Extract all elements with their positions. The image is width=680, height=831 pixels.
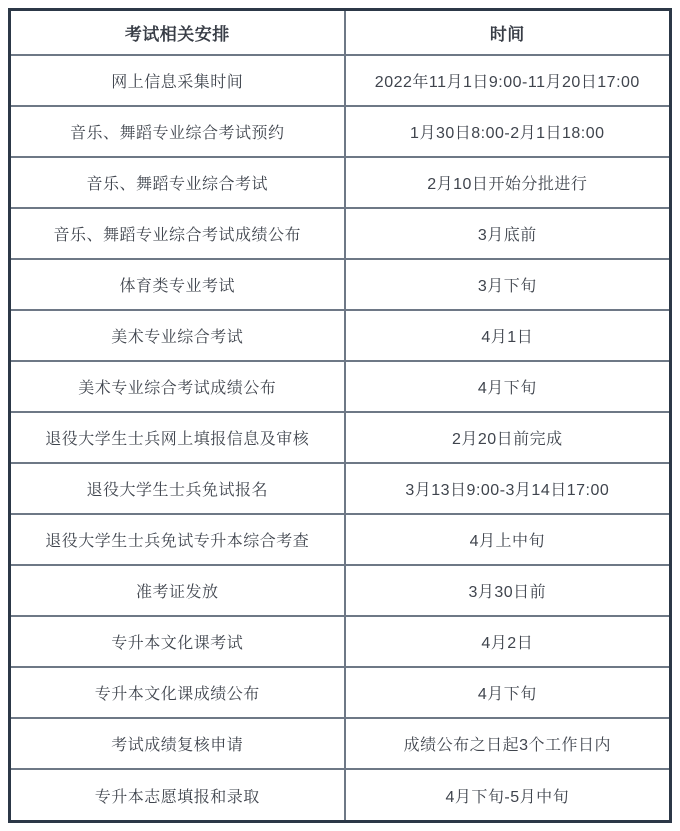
arrangement-cell: 美术专业综合考试 (10, 310, 345, 361)
arrangement-cell: 退役大学生士兵免试报名 (10, 463, 345, 514)
table-row (10, 310, 671, 361)
time-cell: 3月30日前 (345, 565, 671, 616)
arrangement-cell: 专升本文化课成绩公布 (10, 667, 345, 718)
arrangement-cell: 网上信息采集时间 (10, 55, 345, 106)
time-cell: 4月下旬-5月中旬 (345, 769, 671, 821)
arrangement-cell: 音乐、舞蹈专业综合考试预约 (10, 106, 345, 157)
table-row (10, 157, 671, 208)
exam-schedule-table-wrap (8, 8, 672, 823)
table-body (10, 55, 671, 822)
arrangement-cell: 美术专业综合考试成绩公布 (10, 361, 345, 412)
time-cell: 2月20日前完成 (345, 412, 671, 463)
time-cell: 1月30日8:00-2月1日18:00 (345, 106, 671, 157)
arrangement-cell: 体育类专业考试 (10, 259, 345, 310)
time-cell: 4月上中旬 (345, 514, 671, 565)
arrangement-cell: 音乐、舞蹈专业综合考试 (10, 157, 345, 208)
arrangement-cell: 退役大学生士兵免试专升本综合考查 (10, 514, 345, 565)
table-row (10, 208, 671, 259)
table-row (10, 565, 671, 616)
exam-schedule-table (8, 8, 672, 823)
table-row (10, 412, 671, 463)
arrangement-cell: 专升本文化课考试 (10, 616, 345, 667)
time-cell: 4月2日 (345, 616, 671, 667)
arrangement-cell: 专升本志愿填报和录取 (10, 769, 345, 821)
column-header-arrangement: 考试相关安排 (10, 10, 345, 55)
column-header-time: 时间 (345, 10, 671, 55)
table-row (10, 769, 671, 821)
time-cell: 4月1日 (345, 310, 671, 361)
table-row (10, 718, 671, 769)
time-cell: 3月底前 (345, 208, 671, 259)
table-row (10, 55, 671, 106)
time-cell: 3月13日9:00-3月14日17:00 (345, 463, 671, 514)
arrangement-cell: 退役大学生士兵网上填报信息及审核 (10, 412, 345, 463)
header-row (10, 10, 671, 55)
time-cell: 3月下旬 (345, 259, 671, 310)
table-row (10, 106, 671, 157)
time-cell: 2022年11月1日9:00-11月20日17:00 (345, 55, 671, 106)
arrangement-cell: 考试成绩复核申请 (10, 718, 345, 769)
time-cell: 2月10日开始分批进行 (345, 157, 671, 208)
arrangement-cell: 音乐、舞蹈专业综合考试成绩公布 (10, 208, 345, 259)
table-row (10, 463, 671, 514)
time-cell: 4月下旬 (345, 361, 671, 412)
time-cell: 成绩公布之日起3个工作日内 (345, 718, 671, 769)
time-cell: 4月下旬 (345, 667, 671, 718)
table-row (10, 616, 671, 667)
arrangement-cell: 准考证发放 (10, 565, 345, 616)
table-row (10, 361, 671, 412)
table-row (10, 514, 671, 565)
table-row (10, 667, 671, 718)
table-row (10, 259, 671, 310)
